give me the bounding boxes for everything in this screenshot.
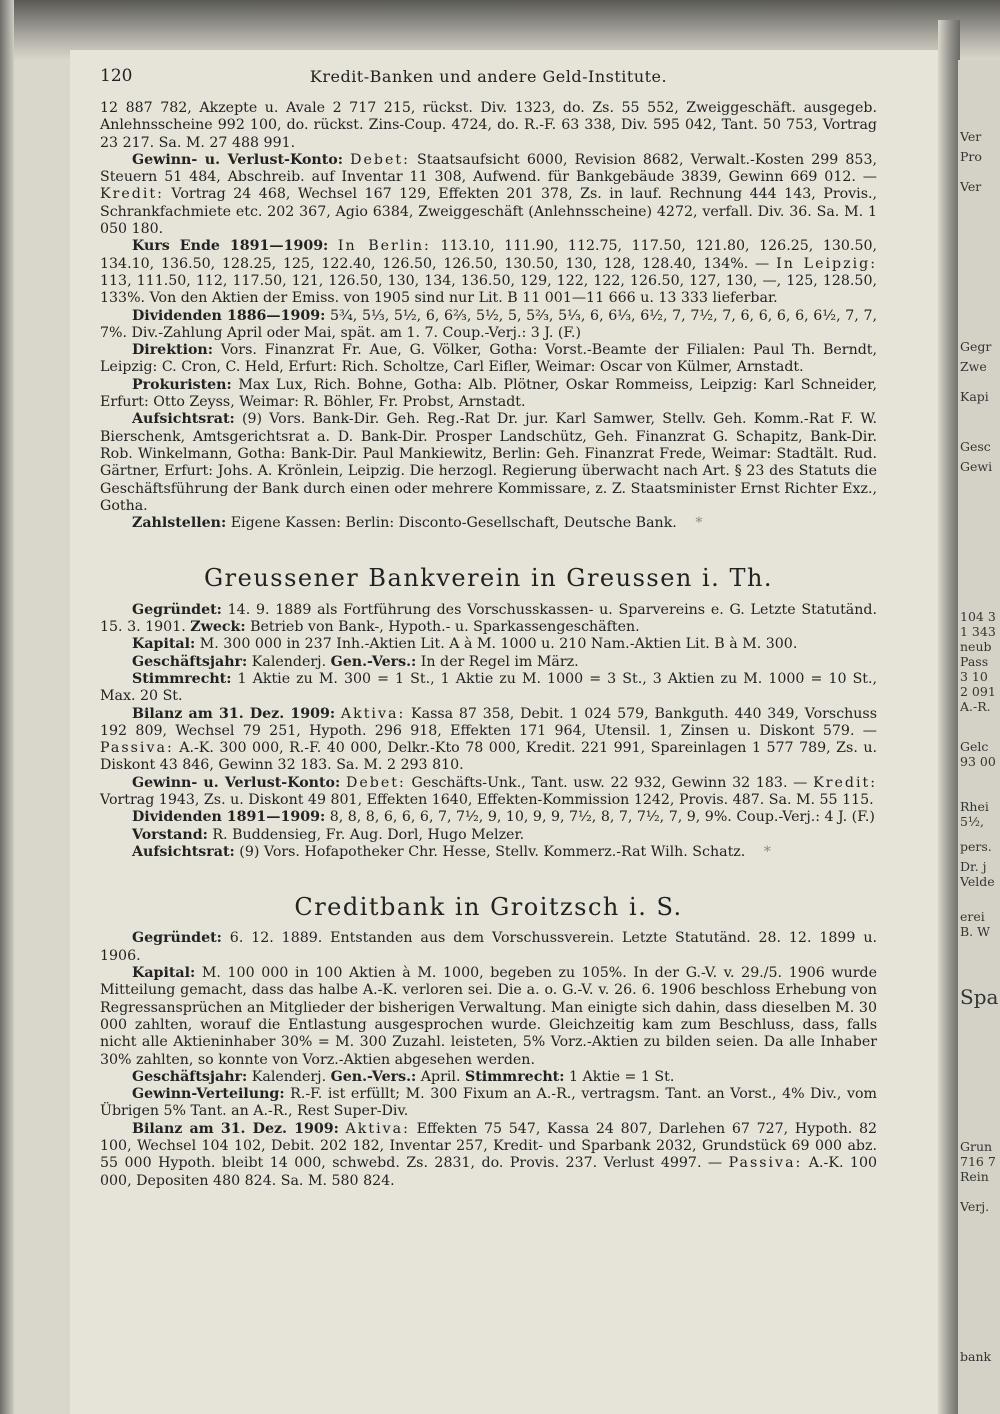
page-header — [100, 60, 877, 100]
neighbor-fragment: Velde — [960, 874, 995, 889]
neighbor-fragment: A.-R. — [960, 699, 991, 714]
neighbor-fragment: bank — [960, 1349, 992, 1364]
neighbor-fragment: Rhei — [960, 799, 989, 814]
neighbor-fragment: B. W — [960, 924, 990, 939]
management: Direktion: Vors. Finanzrat Fr. Aue, G. Völker, Gotha: Vorst.-Beamte der Filialen: Paul Th. Berndt, Leipzig: C. Cron, C. Held, Erfurt: Rich. Scholtze, Carl Eifler, Weimar: Oscar von Külmer, Arnstadt. — [100, 342, 877, 376]
profit-loss-account: Gewinn- u. Verlust-Konto: Debet: Geschäfts-Unk., Tant. usw. 22 932, Gewinn 32 183. — Kredit: Vortrag 1943, Zs. u. Diskont 49 801, Effekten 1640, Effekten-Kommission 1242, Provis. 487. Sa. M. 55 115. — [100, 774, 878, 808]
neighbor-fragment: Gesc — [960, 439, 991, 454]
paying-agents: Zahlstellen: Eigene Kassen: Berlin: Disconto-Gesellschaft, Deutsche Bank. * — [132, 515, 703, 532]
page-number: 120 — [100, 66, 133, 86]
founded: Gegründet: 14. 9. 1889 als Fortführung des Vorschusskassen- u. Sparvereins e. G. Letzte Statutänd. 15. 3. 1901. Zweck: Betrieb von Bank-, Hypoth.- u. Sparkassengeschäften. — [100, 601, 877, 636]
neighbor-fragment: Verj. — [960, 1199, 990, 1214]
balance-continuation: 12 887 782, Akzepte u. Avale 2 717 215, rückst. Div. 1323, do. Zs. 55 552, Zweiggeschäft. ausgegeb. Anlehnsscheine 992 100, do. rückst. Zins-Coup. 4724, do. R.-F. 63 338, Div. 595 042, Tant. 50 753, Vortrag 23 217. Sa. M. 27 488 991. — [100, 100, 877, 151]
neighbor-fragment: 716 7 — [960, 1154, 996, 1169]
section-title-greussen: Greussener Bankverein in Greussen i. Th. — [203, 564, 774, 593]
neighbor-fragment: 2 091 — [960, 684, 996, 699]
profit-loss-account: Gewinn- u. Verlust-Konto: Debet: Staatsaufsicht 6000, Revision 8682, Verwalt.-Kosten 299 853, Steuern 51 484, Abschreib. auf Inventar 11 308, Aufwend. für Bankgebäude 3839, Gewinn 669 012. — Kredit: Vortrag 24 468, Wechsel 167 129, Effekten 201 378, Zs. in lauf. Rechnung 444 143, Provis., Schrankfachmiete etc. 202 367, Agio 6384, Zweiggeschäft (Anlehnsscheine) 4272, verfall. Div. 36. Sa. M. 1 050 180. — [100, 151, 878, 238]
neighbor-fragment: Ver — [960, 129, 982, 144]
capital: Kapital: M. 300 000 in 237 Inh.-Aktien Lit. A à M. 1000 u. 210 Nam.-Aktien Lit. B à M. 300. — [132, 636, 798, 653]
neighbor-fragment: Zwe — [960, 359, 987, 374]
neighbor-fragment: erei — [960, 909, 985, 924]
neighbor-fragment: 93 00 — [960, 754, 996, 769]
neighbor-fragment: Gelc — [960, 739, 989, 754]
neighbor-page-strip — [958, 60, 1000, 1414]
supervisory-board: Aufsichtsrat: (9) Vors. Bank-Dir. Geh. Reg.-Rat Dr. jur. Karl Samwer, Stellv. Geh. Komm.-Rat F. W. Bierschenk, Amtsgerichtsrat a. D. Bank-Dir. Prosper Landschütz, Geh. Finanzrat G. Schapitz, Bank-Dir. Rob. Winkelmann, Gotha: Bank-Dir. Paul Mankiewitz, Berlin: Geh. Finanzrat Frede, Weimar: Stadtält. Rud. Gärtner, Erfurt: Johs. A. Krönlein, Leipzig. Die herzogl. Regierung überwacht nach Art. § 23 des Statuts die Geschäftsführung der Bank durch einen oder mehrere Kommissare, z. Z. Staatsminister Ernst Richter Exz., Gotha. — [100, 411, 877, 514]
fiscal-year: Geschäftsjahr: Kalenderj. Gen.-Vers.: April. Stimmrecht: 1 Aktie = 1 St. — [132, 1068, 675, 1085]
neighbor-fragment: neub — [960, 639, 992, 654]
running-title: Kredit-Banken und andere Geld-Institute. — [309, 67, 668, 86]
dividends: Dividenden 1891—1909: 8, 8, 8, 6, 6, 6, 7, 7¹⁄₂, 9, 10, 9, 9, 7¹⁄₂, 8, 7, 7¹⁄₂, 7, 9, 9%. Coup.-Verj.: 4 J. (F.) — [132, 809, 875, 826]
balance-sheet: Bilanz am 31. Dez. 1909: Aktiva: Effekten 75 547, Kassa 24 807, Darlehen 67 727, Hypoth. 82 100, Wechsel 104 102, Debit. 202 182, Inventar 257, Kredit- und Sparbank 2032, Grundstück 69 000 abz. 55 000 Hypoth. bleibt 14 000, schwebd. Zs. 2831, do. Provis. 237. Verlust 4997. — Passiva: A.-K. 100 000, Depositen 480 824. Sa. M. 580 824. — [100, 1120, 878, 1189]
neighbor-fragment: Dr. j — [960, 859, 987, 874]
profit-distribution: Gewinn-Verteilung: R.-F. ist erfüllt; M. 300 Fixum an A.-R., vertragsm. Tant. an Vorst., 4% Div., vom Übrigen 5% Tant. an A.-R., Rest Super-Div. — [100, 1086, 877, 1120]
voting-rights: Stimmrecht: 1 Aktie zu M. 300 = 1 St., 1 Aktie zu M. 1000 = 3 St., 3 Aktien zu M. 1000 = 10 St., Max. 20 St. — [100, 670, 878, 705]
balance-sheet: Bilanz am 31. Dez. 1909: Aktiva: Kassa 87 358, Debit. 1 024 579, Bankguth. 440 349, Vorschuss 192 809, Wechsel 79 251, Hypoth. 296 918, Effekten 171 964, Utensil. 1, Zinsen u. Diskont 579. — Passiva: A.-K. 300 000, R.-F. 40 000, Delkr.-Kto 78 000, Kredit. 221 991, Spareinlagen 1 577 789, Zs. u. Diskont 43 846, Gewinn 32 183. Sa. M. 2 293 810. — [100, 705, 877, 774]
fiscal-year: Geschäftsjahr: Kalenderj. Gen.-Vers.: In der Regel im März. — [132, 653, 579, 670]
neighbor-fragment: Rein — [960, 1169, 989, 1184]
neighbor-fragment: 3 10 — [960, 669, 988, 684]
neighbor-fragment: Pro — [960, 149, 982, 164]
supervisory-board: Aufsichtsrat: (9) Vors. Hofapotheker Chr. Hesse, Stellv. Kommerz.-Rat Wilh. Schatz. * — [132, 843, 771, 860]
dividends: Dividenden 1886—1909: 5³⁄₄, 5¹⁄₃, 5¹⁄₂, 6, 6²⁄₃, 5¹⁄₂, 5, 5²⁄₃, 5¹⁄₃, 6, 6¹⁄₃, 6¹⁄₂, 7, 7¹⁄₂, 7, 6, 6, 6, 6, 6¹⁄₂, 7, 7, 7%. Div.-Zahlung April oder Mai, spät. am 1. 7. Coup.-Verj.: 3 J. (F.) — [100, 307, 877, 341]
page-content — [100, 60, 877, 1190]
neighbor-fragment: Gewi — [960, 459, 993, 474]
neighbor-fragment: Ver — [960, 179, 982, 194]
capital: Kapital: M. 100 000 in 100 Aktien à M. 1000, begeben zu 105%. In der G.-V. v. 29./5. 1906 wurde Mitteilung gemacht, dass das halbe A.-K. verloren sei. Die a. o. G.-V. v. 26. 6. 1906 beschloss Erhebung von Regressansprüchen an Mitglieder der bisherigen Verwaltung. Man einigte sich dahin, dass dieselben M. 30 000 zahlten, worauf die Entlastung ausgesprochen wurde. Gleichzeitig kam zum Beschluss, dass, falls nicht alle Aktieninhaber 30% = M. 300 Zuzahl. leisteten, 5% Vorz.-Aktien zu bilden seien. Da alle Inhaber 30% zahlten, so konnte von Vorz.-Aktien abgesehen werden. — [100, 965, 877, 1068]
neighbor-fragment: Kapi — [960, 389, 989, 404]
neighbor-fragment: 1 343 — [960, 624, 996, 639]
section-title-groitzsch: Creditbank in Groitzsch i. S. — [294, 893, 683, 922]
scan-left-edge — [0, 0, 14, 1414]
neighbor-fragment: Gegr — [960, 339, 992, 354]
book-gutter — [938, 20, 960, 1414]
neighbor-fragment: 5¹⁄₂, — [960, 814, 985, 829]
founded: Gegründet: 6. 12. 1889. Entstanden aus dem Vorschussverein. Letzte Statutänd. 28. 12. 1899 u. 1906. — [100, 930, 877, 964]
authorized-signatories: Prokuristen: Max Lux, Rich. Bohne, Gotha: Alb. Plötner, Oskar Rommeiss, Leipzig: Karl Schneider, Erfurt: Otto Zeyss, Weimar: R. Böhler, Fr. Probst, Arnstadt. — [100, 376, 877, 411]
neighbor-fragment: Grun — [960, 1139, 993, 1154]
share-prices: Kurs Ende 1891—1909: In Berlin: 113.10, 111.90, 112.75, 117.50, 121.80, 126.25, 130.50, 134.10, 136.50, 128.25, 125, 122.40, 126.50, 126.50, 130.50, 130, 128, 128.40, 134%. — In Leipzig: 113, 111.50, 112, 117.50, 121, 126.50, 130, 134, 136.50, 129, 122, 122, 126.50, 127, 130, —, 125, 128.50, 133%. Von den Aktien der Emiss. von 1905 sind nur Lit. B 11 001—11 666 u. 13 333 lieferbar. — [100, 238, 878, 307]
board: Vorstand: R. Buddensieg, Fr. Aug. Dorl, Hugo Melzer. — [132, 826, 525, 843]
neighbor-fragment: Pass — [960, 654, 989, 669]
neighbor-fragment: 104 3 — [960, 609, 996, 624]
neighbor-fragment: pers. — [960, 839, 992, 854]
neighbor-fragment: Spa — [960, 985, 999, 1009]
